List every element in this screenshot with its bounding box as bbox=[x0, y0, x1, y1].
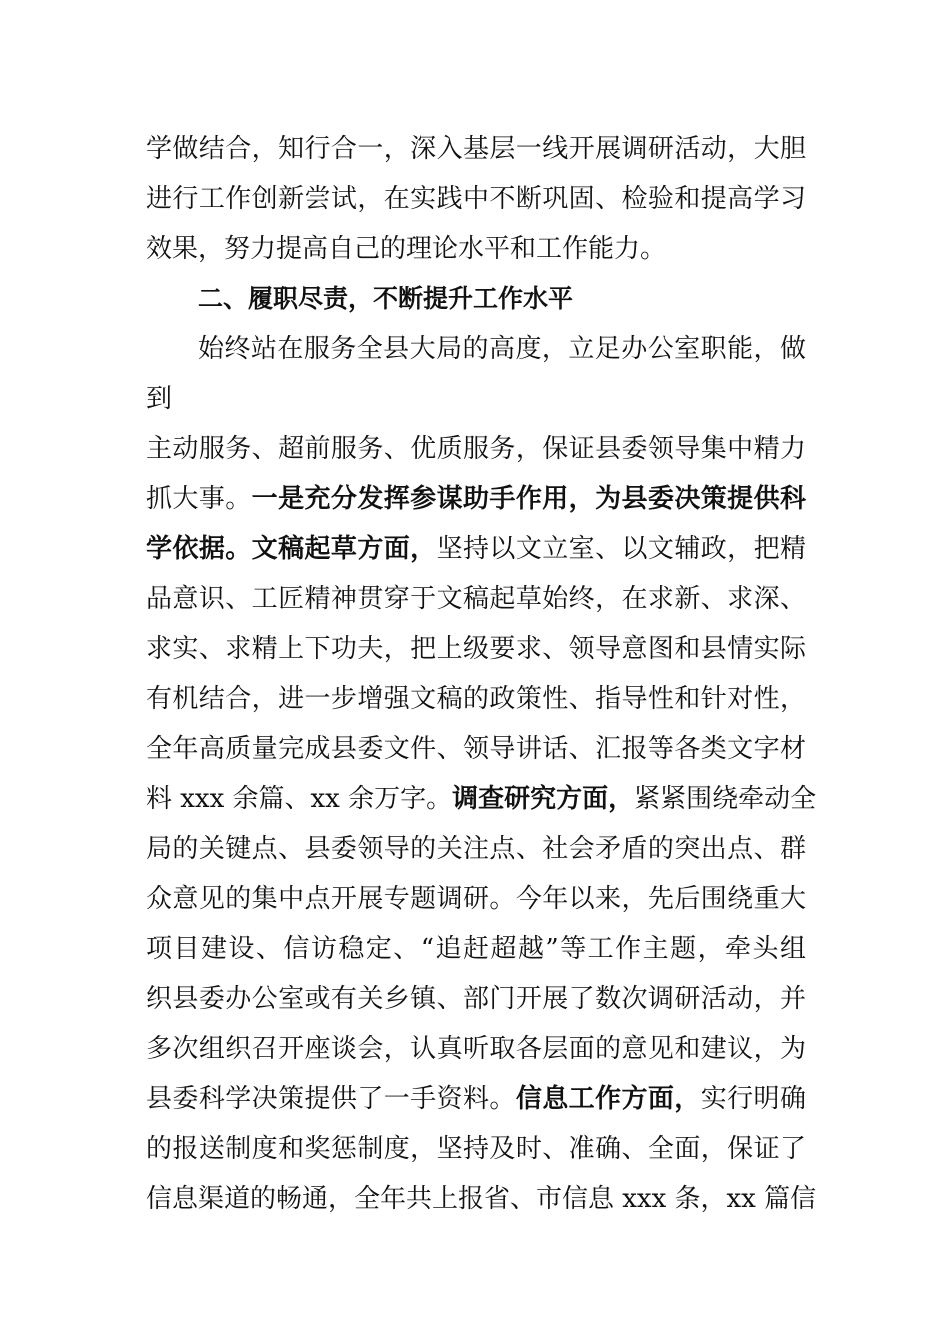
paragraph-line: 求实、求精上下功夫，把上级要求、领导意图和县情实际 bbox=[146, 634, 806, 664]
bold-emphasis: 信息工作方面， bbox=[515, 1084, 701, 1114]
paragraph-line: 信息渠道的畅通，全年共上报省、市信息 xxx 条，xx 篇信 bbox=[146, 1184, 817, 1214]
paragraph-line bbox=[146, 524, 806, 574]
paragraph-line: 全年高质量完成县委文件、领导讲话、汇报等各类文字材 bbox=[146, 734, 806, 764]
paragraph-line: 众意见的集中点开展专题调研。今年以来，先后围绕重大 bbox=[146, 884, 806, 914]
bold-emphasis: 学依据。文稿起草方面， bbox=[146, 534, 437, 564]
paragraph-line: 织县委办公室或有关乡镇、部门开展了数次调研活动，并 bbox=[146, 984, 806, 1014]
line-text: 抓大事。 bbox=[146, 484, 252, 514]
paragraph-line: 多次组织召开座谈会，认真听取各层面的意见和建议，为 bbox=[146, 1034, 806, 1064]
bold-emphasis: 一是充分发挥参谋助手作用，为县委决策提供科 bbox=[251, 484, 806, 514]
paragraph-line: 效果，努力提高自己的理论水平和工作能力。 bbox=[146, 234, 667, 264]
line-text: 坚持以文立室、以文辅政，把精 bbox=[436, 534, 806, 564]
section-heading: 二、履职尽责，不断提升工作水平 bbox=[198, 284, 574, 313]
paragraph-line: 品意识、工匠精神贯穿于文稿起草始终，在求新、求深、 bbox=[146, 584, 806, 614]
paragraph-line: 到 bbox=[146, 384, 173, 414]
paragraph-line bbox=[146, 1074, 806, 1124]
paragraph-line: 项目建设、信访稳定、“追赶超越”等工作主题，牵头组 bbox=[146, 934, 806, 964]
paragraph-line bbox=[146, 774, 817, 824]
paragraph-line: 局的关键点、县委领导的关注点、社会矛盾的突出点、群 bbox=[146, 834, 806, 864]
paragraph-line: 的报送制度和奖惩制度，坚持及时、准确、全面，保证了 bbox=[146, 1134, 806, 1164]
line-text: 料 xxx 余篇、xx 余万字。 bbox=[146, 784, 453, 814]
line-text: 紧紧围绕牵动全 bbox=[634, 784, 817, 814]
line-text: 县委科学决策提供了一手资料。 bbox=[146, 1084, 516, 1114]
bold-emphasis: 调查研究方面， bbox=[452, 784, 635, 814]
paragraph-line: 学做结合，知行合一，深入基层一线开展调研活动，大胆 bbox=[146, 134, 806, 164]
paragraph-line: 始终站在服务全县大局的高度，立足办公室职能，做 bbox=[198, 334, 806, 364]
paragraph-line: 主动服务、超前服务、优质服务，保证县委领导集中精力 bbox=[146, 434, 806, 464]
paragraph-line: 进行工作创新尝试，在实践中不断巩固、检验和提高学习 bbox=[146, 184, 806, 214]
line-text: 实行明确 bbox=[700, 1084, 806, 1114]
paragraph-line: 有机结合，进一步增强文稿的政策性、指导性和针对性， bbox=[146, 684, 806, 714]
paragraph-line bbox=[146, 474, 806, 524]
